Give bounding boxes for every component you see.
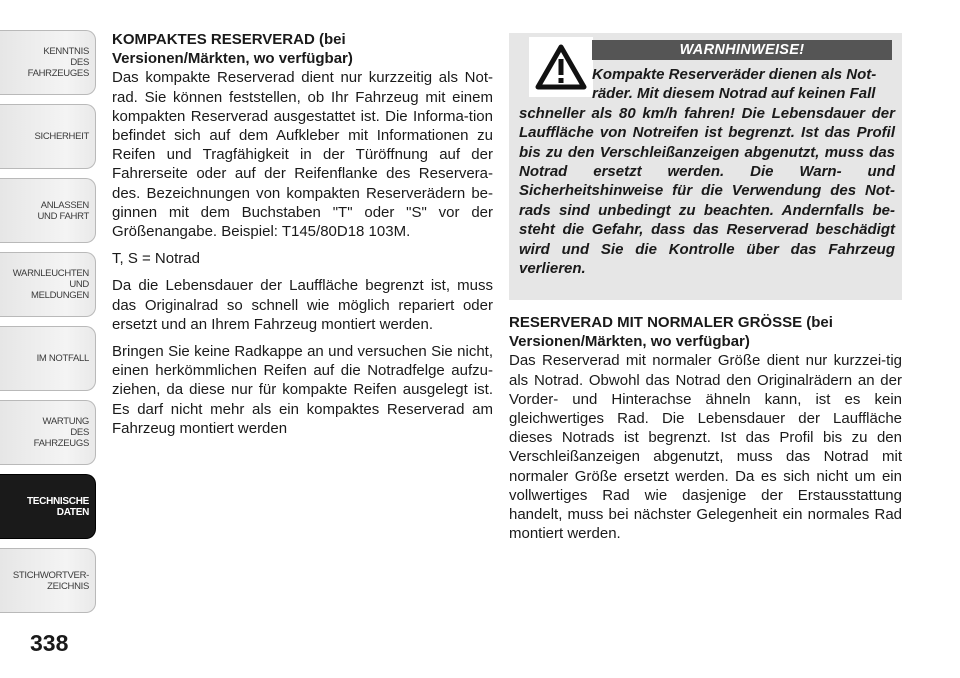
tab-warnleuchten-und-meldungen[interactable] [0,252,96,317]
heading-line2: Versionen/Märkten, wo verfügbar) [509,333,750,351]
page-number: 338 [30,630,69,656]
tab-label: WARTUNG DES FAHRZEUGS [33,416,89,449]
heading-line2: Versionen/Märkten, wo verfügbar) [112,50,353,68]
tab-sicherheit[interactable] [0,104,96,169]
tab-label: SICHERHEIT [34,131,89,142]
heading-suffix: (bei [314,31,346,48]
warning-body: schneller als 80 km/h fahren! Die Lebensdauer der Lauffläche von Notreifen ist begrenzt. Ist das Profil bis zu den Verschleißanzeigen abgenutzt, muss das Notrad ersetzt werden. Die Warn- und Sicherheitshinweise für die Verwendung des Not-rads sind unbedingt zu beachten. Andernfalls be-steht die Gefahr, dass das Reserverad beschädigt wird und Sie die Kontrolle über das Fahrzeug verlieren. [519,104,895,278]
paragraph: Das kompakte Reserverad dient nur kurzzeitig als Not-rad. Sie können feststellen, ob Ihr Fahrzeug mit einem kompakten Reserverad ausgestattet ist. Die Informa-tion befindet sich auf dem Aufkleber mit Informationen zu Reifen und Tragfähigkeit in der Türöffnung auf der Fahrerseite oder auf der Reifenflanke des Reservera-des. Bezeichnungen von kompakten Reserverädern be-ginnen mit dem Buchstaben "T" oder "S" vor der Größenangabe. Beispiel: T145/80D18 103M. [112,69,493,241]
tab-wartung-des-fahrzeugs[interactable] [0,400,96,465]
heading-main: KOMPAKTES RESERVERAD [112,31,315,48]
tab-stichwortverzeichnis[interactable] [0,548,96,613]
tab-kenntnis-des-fahrzeuges[interactable] [0,30,96,95]
right-column [509,313,902,551]
paragraph: Bringen Sie keine Radkappe an und versuchen Sie nicht, einen herkömmlichen Reifen auf die Notradfelge aufzu-ziehen, da diese nur für kompakte Reifen ausgelegt ist. Es darf nicht mehr als ein kompaktes Reserverad am Fahrzeug montiert werden [112,343,493,437]
warning-line: Kompakte Reserveräder dienen als Not- [592,66,877,83]
paragraph: T, S = Notrad [112,250,200,268]
tab-label: IM NOTFALL [36,353,89,364]
warning-line: räder. Mit diesem Notrad auf keinen Fall [592,85,876,103]
tab-label: TECHNISCHE DATEN [26,495,89,518]
warning-title: WARNHINWEISE! [592,40,892,60]
heading-main: RESERVERAD MIT NORMALER GRÖSSE [509,314,803,331]
heading-suffix: (bei [802,314,833,331]
warning-text [519,65,895,278]
section-heading [509,313,902,351]
tab-anlassen-und-fahrt[interactable] [0,178,96,243]
tab-label: STICHWORTVER- ZEICHNIS [12,569,89,592]
left-column [112,30,493,446]
section-heading [112,30,493,68]
tab-label: WARNLEUCHTEN UND MELDUNGEN [12,268,89,301]
tab-im-notfall[interactable] [0,326,96,391]
tab-label: ANLASSEN UND FAHRT [37,199,89,222]
chapter-sidebar [0,0,98,600]
warning-box [509,33,902,300]
tab-label: KENNTNIS DES FAHRZEUGES [27,46,89,79]
tab-technische-daten[interactable] [0,474,96,539]
paragraph: Da die Lebensdauer der Lauffläche begrenzt ist, muss das Originalrad so schnell wie möglich repariert oder ersetzt und an Ihrem Fahrzeug montiert werden. [112,277,493,333]
paragraph: Das Reserverad mit normaler Größe dient nur kurzzei-tig als Notrad. Obwohl das Notrad den Originalrädern an der Vorder- und Hinterachse ähneln kann, ist es kein gleichwertiges Rad. Die Lebensdauer der Lauffläche dieses Notrads ist begrenzt. Ist das Profil bis zu den Verschleißanzeigen abgenutzt, muss das Notrad mit normaler Größe ersetzt werden. Da es sich nicht um ein vollwertiges Rad wie dasjenige der Erstausstattung handelt, muss bei nächster Gelegenheit ein normales Rad montiert werden. [509,352,902,543]
